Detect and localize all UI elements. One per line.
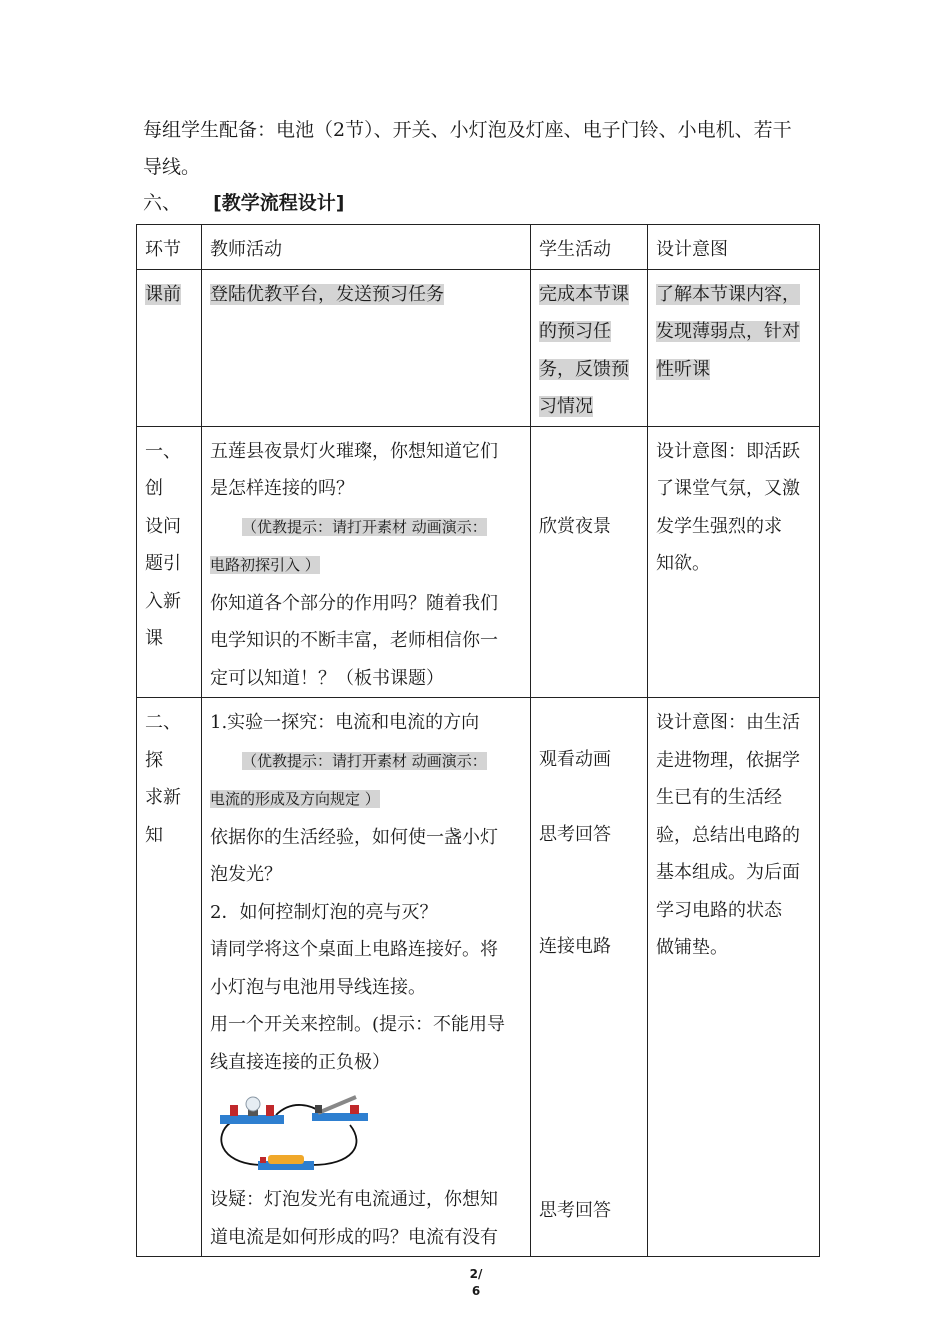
row2-teacher: 五莲县夜景灯火璀璨，你想知道它们 是怎样连接的吗？ （优教提示：请打开素材 动画演示： 电路初探引入 ） 你知道各个部分的作用吗？随着我们 电学知识的不断丰富，老师相信你一 定可以知道！？（板书课题） [202,426,531,698]
header-stage: 环节 [137,225,202,270]
intro-line-2: 导线。 [143,156,201,178]
hint-text: 电路初探引入 ） [210,556,320,574]
header-intent: 设计意图 [648,225,820,270]
hint-text: 电流的形成及方向规定 ） [210,790,380,808]
page-number: 2/ 6 [469,1267,483,1298]
row1-student: 完成本节课 的预习任 务，反馈预 习情况 [531,269,648,426]
teaching-flow-table [136,224,820,1257]
row2-stage: 一、创 设问 题引 入新 课 [137,426,202,698]
table-row [137,426,820,698]
section-title: [教学流程设计] [213,192,345,214]
intro-line-1: 每组学生配备：电池（2节）、开关、小灯泡及灯座、电子门铃、小电机、若干 [143,119,792,141]
row3-student: 观看动画 思考回答 连接电路 思考回答 [531,698,648,1257]
row2-intent: 设计意图：即活跃 了课堂气氛，又激 发学生强烈的求 知欲。 [648,426,820,698]
row1-teacher: 登陆优教平台，发送预习任务 [202,269,531,426]
table-row [137,698,820,1257]
circuit-photo [212,1085,372,1173]
row3-teacher: 1.实验一探究：电流和电流的方向 （优教提示：请打开素材 动画演示： 电流的形成及方向规定 ） 依据你的生活经验，如何使一盏小灯 泡发光？ 2．如何控制灯泡的亮与灭？ 请同学将这个桌面上电路连接好。将 小灯泡与电池用导线连接。 用一个开关来控制。(提示：不能用导 线直接连接的正负极） 设疑：灯泡发光有电流通过，你想知 道电流是如何形成的吗？电流有没有 [202,698,531,1257]
hint-text: （优教提示：请打开素材 动画演示： [242,751,487,770]
section-number: 六、 [143,192,182,214]
row1-intent: 了解本节课内容， 发现薄弱点，针对 性听课 [648,269,820,426]
hint-text: （优教提示：请打开素材 动画演示： [242,517,487,536]
row3-intent: 设计意图：由生活 走进物理，依据学 生已有的生活经 验，总结出电路的 基本组成。为后面 学习电路的状态 做铺垫。 [648,698,820,1257]
row2-student: 欣赏夜景 [531,426,648,698]
table-row [137,269,820,426]
header-student: 学生活动 [531,225,648,270]
row1-stage: 课前 [137,269,202,426]
header-teacher: 教师活动 [202,225,531,270]
row3-stage: 二、探 求新 知 [137,698,202,1257]
section-heading [143,191,344,215]
table-header-row [137,225,820,270]
